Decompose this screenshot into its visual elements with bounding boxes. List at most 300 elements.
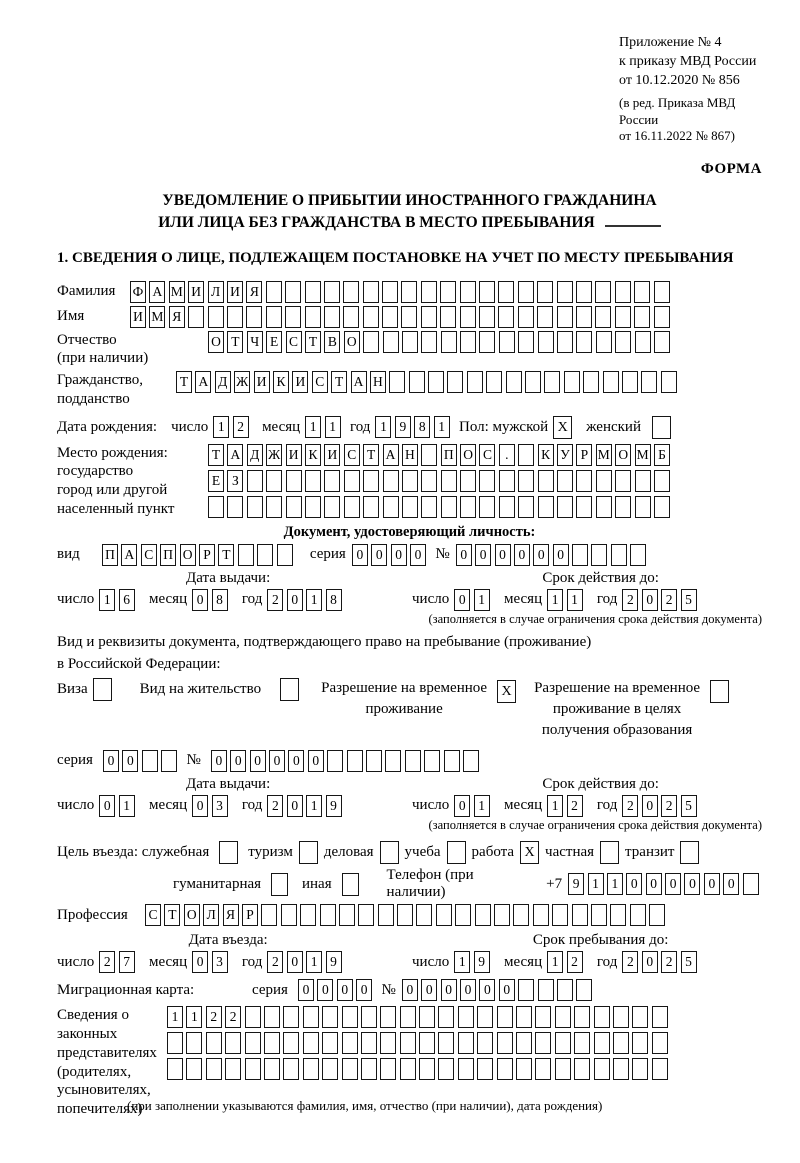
char-cell[interactable]	[743, 873, 759, 895]
char-cell[interactable]	[603, 371, 619, 393]
char-cell[interactable]	[397, 904, 413, 926]
char-cell[interactable]	[324, 496, 340, 518]
char-cell[interactable]	[188, 306, 204, 328]
char-cell[interactable]: 3	[212, 951, 228, 973]
char-cell[interactable]: .	[499, 444, 515, 466]
char-cell[interactable]	[460, 306, 476, 328]
char-cell[interactable]	[458, 1058, 474, 1080]
char-cell[interactable]: Т	[208, 444, 224, 466]
char-cell[interactable]	[574, 1058, 590, 1080]
char-cell[interactable]	[497, 1032, 513, 1054]
char-cell[interactable]	[405, 750, 421, 772]
char-cell[interactable]	[257, 544, 273, 566]
char-cell[interactable]: Н	[402, 444, 418, 466]
char-cell[interactable]	[518, 979, 534, 1001]
char-cell[interactable]	[595, 306, 611, 328]
char-cell[interactable]: 1	[567, 589, 583, 611]
char-cell[interactable]: 2	[622, 589, 638, 611]
char-cell[interactable]	[421, 444, 437, 466]
char-cell[interactable]: А	[149, 281, 165, 303]
char-cell[interactable]: 9	[326, 951, 342, 973]
char-cell[interactable]: Ж	[266, 444, 282, 466]
char-cell[interactable]	[281, 904, 297, 926]
char-cell[interactable]	[245, 1006, 261, 1028]
char-cell[interactable]	[225, 1032, 241, 1054]
temp-residence-checkbox[interactable]: X	[497, 680, 516, 703]
char-cell[interactable]: П	[441, 444, 457, 466]
char-cell[interactable]: И	[130, 306, 146, 328]
char-cell[interactable]	[438, 1058, 454, 1080]
char-cell[interactable]	[208, 496, 224, 518]
char-cell[interactable]	[538, 331, 554, 353]
char-cell[interactable]: 0	[665, 873, 681, 895]
char-cell[interactable]	[652, 1006, 668, 1028]
char-cell[interactable]: И	[324, 444, 340, 466]
char-cell[interactable]: Т	[164, 904, 180, 926]
char-cell[interactable]: О	[180, 544, 196, 566]
char-cell[interactable]	[363, 470, 379, 492]
char-cell[interactable]	[402, 331, 418, 353]
char-cell[interactable]	[518, 306, 534, 328]
char-cell[interactable]	[303, 1032, 319, 1054]
char-cell[interactable]: 1	[306, 951, 322, 973]
char-cell[interactable]: 1	[454, 951, 470, 973]
visa-checkbox[interactable]	[93, 678, 112, 701]
char-cell[interactable]: 2	[661, 951, 677, 973]
char-cell[interactable]	[630, 904, 646, 926]
char-cell[interactable]: 2	[233, 416, 249, 438]
char-cell[interactable]	[363, 331, 379, 353]
char-cell[interactable]: 0	[288, 750, 304, 772]
char-cell[interactable]	[305, 496, 321, 518]
char-cell[interactable]	[238, 544, 254, 566]
char-cell[interactable]	[494, 904, 510, 926]
char-cell[interactable]	[344, 496, 360, 518]
char-cell[interactable]	[400, 1032, 416, 1054]
char-cell[interactable]	[266, 306, 282, 328]
char-cell[interactable]	[342, 1006, 358, 1028]
char-cell[interactable]	[460, 331, 476, 353]
char-cell[interactable]: К	[538, 444, 554, 466]
char-cell[interactable]	[378, 904, 394, 926]
char-cell[interactable]: Я	[169, 306, 185, 328]
char-cell[interactable]	[322, 1032, 338, 1054]
char-cell[interactable]	[421, 470, 437, 492]
char-cell[interactable]	[613, 1032, 629, 1054]
char-cell[interactable]	[594, 1058, 610, 1080]
char-cell[interactable]	[261, 904, 277, 926]
char-cell[interactable]	[486, 371, 502, 393]
char-cell[interactable]	[479, 281, 495, 303]
char-cell[interactable]	[186, 1032, 202, 1054]
char-cell[interactable]: 0	[287, 589, 303, 611]
char-cell[interactable]: 7	[119, 951, 135, 973]
char-cell[interactable]: П	[102, 544, 118, 566]
char-cell[interactable]	[438, 1032, 454, 1054]
char-cell[interactable]	[632, 1032, 648, 1054]
char-cell[interactable]: Л	[203, 904, 219, 926]
char-cell[interactable]	[513, 904, 529, 926]
char-cell[interactable]	[322, 1058, 338, 1080]
char-cell[interactable]	[380, 1058, 396, 1080]
char-cell[interactable]	[594, 1006, 610, 1028]
char-cell[interactable]	[227, 306, 243, 328]
char-cell[interactable]	[363, 306, 379, 328]
char-cell[interactable]: Ч	[247, 331, 263, 353]
char-cell[interactable]	[622, 371, 638, 393]
char-cell[interactable]: Ф	[130, 281, 146, 303]
char-cell[interactable]: 0	[514, 544, 530, 566]
char-cell[interactable]	[324, 281, 340, 303]
char-cell[interactable]	[400, 1058, 416, 1080]
char-cell[interactable]: 0	[684, 873, 700, 895]
char-cell[interactable]: 0	[192, 795, 208, 817]
char-cell[interactable]	[361, 1006, 377, 1028]
temp-residence-edu-checkbox[interactable]	[710, 680, 729, 703]
char-cell[interactable]	[167, 1058, 183, 1080]
char-cell[interactable]	[479, 496, 495, 518]
char-cell[interactable]	[477, 1032, 493, 1054]
char-cell[interactable]: 2	[267, 795, 283, 817]
sex-male-checkbox[interactable]: X	[553, 416, 572, 439]
char-cell[interactable]: 1	[167, 1006, 183, 1028]
char-cell[interactable]	[654, 496, 670, 518]
char-cell[interactable]	[327, 750, 343, 772]
char-cell[interactable]	[574, 1032, 590, 1054]
char-cell[interactable]: 9	[395, 416, 411, 438]
char-cell[interactable]: 2	[567, 795, 583, 817]
char-cell[interactable]: 1	[186, 1006, 202, 1028]
char-cell[interactable]	[342, 1032, 358, 1054]
char-cell[interactable]	[557, 331, 573, 353]
char-cell[interactable]: 0	[456, 544, 472, 566]
char-cell[interactable]: 0	[441, 979, 457, 1001]
char-cell[interactable]: 2	[267, 589, 283, 611]
char-cell[interactable]	[498, 306, 514, 328]
char-cell[interactable]	[635, 496, 651, 518]
char-cell[interactable]: 1	[306, 795, 322, 817]
char-cell[interactable]	[538, 496, 554, 518]
char-cell[interactable]: Т	[305, 331, 321, 353]
char-cell[interactable]	[475, 904, 491, 926]
char-cell[interactable]	[555, 1032, 571, 1054]
char-cell[interactable]: 0	[250, 750, 266, 772]
char-cell[interactable]: М	[149, 306, 165, 328]
char-cell[interactable]	[557, 496, 573, 518]
char-cell[interactable]	[613, 1006, 629, 1028]
char-cell[interactable]	[477, 1058, 493, 1080]
char-cell[interactable]	[305, 306, 321, 328]
char-cell[interactable]: 0	[704, 873, 720, 895]
char-cell[interactable]	[615, 496, 631, 518]
char-cell[interactable]	[385, 750, 401, 772]
char-cell[interactable]	[499, 496, 515, 518]
char-cell[interactable]	[421, 306, 437, 328]
char-cell[interactable]	[438, 1006, 454, 1028]
char-cell[interactable]: 0	[642, 589, 658, 611]
char-cell[interactable]	[506, 371, 522, 393]
char-cell[interactable]	[518, 496, 534, 518]
char-cell[interactable]	[247, 470, 263, 492]
char-cell[interactable]	[535, 1032, 551, 1054]
char-cell[interactable]: 0	[122, 750, 138, 772]
purpose-work-checkbox[interactable]: X	[520, 841, 539, 864]
char-cell[interactable]	[497, 1058, 513, 1080]
purpose-business-checkbox[interactable]	[380, 841, 399, 864]
char-cell[interactable]: 2	[622, 951, 638, 973]
char-cell[interactable]: С	[479, 444, 495, 466]
char-cell[interactable]: 0	[402, 979, 418, 1001]
char-cell[interactable]	[320, 904, 336, 926]
char-cell[interactable]	[424, 750, 440, 772]
purpose-transit-checkbox[interactable]	[680, 841, 699, 864]
char-cell[interactable]: 1	[474, 589, 490, 611]
char-cell[interactable]	[458, 1006, 474, 1028]
char-cell[interactable]: С	[344, 444, 360, 466]
char-cell[interactable]	[401, 281, 417, 303]
char-cell[interactable]	[654, 470, 670, 492]
char-cell[interactable]	[576, 306, 592, 328]
char-cell[interactable]	[380, 1032, 396, 1054]
char-cell[interactable]: 0	[337, 979, 353, 1001]
char-cell[interactable]	[518, 444, 534, 466]
char-cell[interactable]: С	[141, 544, 157, 566]
char-cell[interactable]: 2	[99, 951, 115, 973]
char-cell[interactable]: 8	[414, 416, 430, 438]
char-cell[interactable]: 0	[211, 750, 227, 772]
char-cell[interactable]: 1	[375, 416, 391, 438]
char-cell[interactable]: И	[286, 444, 302, 466]
purpose-other-checkbox[interactable]	[342, 873, 359, 896]
char-cell[interactable]: 1	[213, 416, 229, 438]
char-cell[interactable]	[479, 470, 495, 492]
char-cell[interactable]	[342, 1058, 358, 1080]
char-cell[interactable]	[499, 470, 515, 492]
char-cell[interactable]: 0	[533, 544, 549, 566]
char-cell[interactable]: О	[460, 444, 476, 466]
char-cell[interactable]	[596, 496, 612, 518]
char-cell[interactable]	[661, 371, 677, 393]
char-cell[interactable]	[467, 371, 483, 393]
char-cell[interactable]	[366, 750, 382, 772]
char-cell[interactable]	[516, 1058, 532, 1080]
char-cell[interactable]	[440, 281, 456, 303]
char-cell[interactable]	[264, 1032, 280, 1054]
purpose-tourism-checkbox[interactable]	[299, 841, 318, 864]
char-cell[interactable]: И	[292, 371, 308, 393]
char-cell[interactable]	[537, 306, 553, 328]
char-cell[interactable]	[564, 371, 580, 393]
char-cell[interactable]: 1	[119, 795, 135, 817]
char-cell[interactable]: О	[184, 904, 200, 926]
char-cell[interactable]	[630, 544, 646, 566]
char-cell[interactable]	[245, 1032, 261, 1054]
char-cell[interactable]: О	[344, 331, 360, 353]
char-cell[interactable]: 0	[642, 951, 658, 973]
char-cell[interactable]: 5	[681, 795, 697, 817]
char-cell[interactable]	[632, 1058, 648, 1080]
char-cell[interactable]: 0	[352, 544, 368, 566]
char-cell[interactable]	[525, 371, 541, 393]
char-cell[interactable]	[596, 331, 612, 353]
char-cell[interactable]	[635, 470, 651, 492]
char-cell[interactable]	[283, 1006, 299, 1028]
char-cell[interactable]: 6	[119, 589, 135, 611]
char-cell[interactable]	[380, 1006, 396, 1028]
char-cell[interactable]	[641, 371, 657, 393]
char-cell[interactable]	[634, 281, 650, 303]
char-cell[interactable]: А	[121, 544, 137, 566]
char-cell[interactable]	[555, 1058, 571, 1080]
char-cell[interactable]	[654, 306, 670, 328]
char-cell[interactable]	[576, 496, 592, 518]
char-cell[interactable]	[533, 904, 549, 926]
char-cell[interactable]	[361, 1032, 377, 1054]
char-cell[interactable]	[652, 1032, 668, 1054]
char-cell[interactable]	[361, 1058, 377, 1080]
char-cell[interactable]	[498, 281, 514, 303]
char-cell[interactable]: С	[145, 904, 161, 926]
char-cell[interactable]: Н	[370, 371, 386, 393]
char-cell[interactable]	[516, 1006, 532, 1028]
char-cell[interactable]	[286, 496, 302, 518]
char-cell[interactable]	[615, 281, 631, 303]
char-cell[interactable]: 0	[499, 979, 515, 1001]
char-cell[interactable]	[611, 544, 627, 566]
char-cell[interactable]: 9	[568, 873, 584, 895]
char-cell[interactable]: 0	[479, 979, 495, 1001]
char-cell[interactable]: С	[286, 331, 302, 353]
char-cell[interactable]: 0	[308, 750, 324, 772]
char-cell[interactable]	[264, 1006, 280, 1028]
char-cell[interactable]	[402, 496, 418, 518]
char-cell[interactable]	[557, 281, 573, 303]
char-cell[interactable]	[382, 281, 398, 303]
char-cell[interactable]	[652, 1058, 668, 1080]
char-cell[interactable]: 0	[646, 873, 662, 895]
char-cell[interactable]	[537, 281, 553, 303]
char-cell[interactable]: Т	[227, 331, 243, 353]
char-cell[interactable]: Б	[654, 444, 670, 466]
char-cell[interactable]: 2	[661, 795, 677, 817]
char-cell[interactable]: 0	[103, 750, 119, 772]
char-cell[interactable]	[441, 331, 457, 353]
char-cell[interactable]: Р	[576, 444, 592, 466]
char-cell[interactable]	[576, 331, 592, 353]
sex-female-checkbox[interactable]	[652, 416, 671, 439]
char-cell[interactable]	[441, 470, 457, 492]
char-cell[interactable]	[322, 1006, 338, 1028]
char-cell[interactable]: 1	[305, 416, 321, 438]
char-cell[interactable]	[283, 1058, 299, 1080]
char-cell[interactable]: Я	[223, 904, 239, 926]
char-cell[interactable]	[421, 281, 437, 303]
char-cell[interactable]: 2	[225, 1006, 241, 1028]
char-cell[interactable]	[552, 904, 568, 926]
char-cell[interactable]	[402, 470, 418, 492]
char-cell[interactable]: 0	[356, 979, 372, 1001]
char-cell[interactable]: К	[305, 444, 321, 466]
char-cell[interactable]: А	[351, 371, 367, 393]
char-cell[interactable]: 2	[622, 795, 638, 817]
char-cell[interactable]	[305, 281, 321, 303]
char-cell[interactable]	[419, 1058, 435, 1080]
char-cell[interactable]	[574, 1006, 590, 1028]
char-cell[interactable]: 0	[287, 951, 303, 973]
char-cell[interactable]: З	[227, 470, 243, 492]
char-cell[interactable]	[518, 331, 534, 353]
char-cell[interactable]: М	[635, 444, 651, 466]
char-cell[interactable]	[444, 750, 460, 772]
char-cell[interactable]	[460, 470, 476, 492]
char-cell[interactable]: 2	[661, 589, 677, 611]
char-cell[interactable]: 0	[298, 979, 314, 1001]
purpose-private-checkbox[interactable]	[600, 841, 619, 864]
char-cell[interactable]: 1	[547, 795, 563, 817]
char-cell[interactable]	[538, 979, 554, 1001]
char-cell[interactable]: 0	[495, 544, 511, 566]
char-cell[interactable]	[555, 1006, 571, 1028]
char-cell[interactable]	[324, 470, 340, 492]
char-cell[interactable]	[576, 470, 592, 492]
char-cell[interactable]: 1	[474, 795, 490, 817]
char-cell[interactable]: 0	[626, 873, 642, 895]
char-cell[interactable]: 0	[192, 589, 208, 611]
char-cell[interactable]: 1	[607, 873, 623, 895]
char-cell[interactable]: Т	[176, 371, 192, 393]
char-cell[interactable]	[227, 496, 243, 518]
char-cell[interactable]: 1	[325, 416, 341, 438]
char-cell[interactable]	[455, 904, 471, 926]
char-cell[interactable]	[596, 470, 612, 492]
char-cell[interactable]: 0	[460, 979, 476, 1001]
char-cell[interactable]	[363, 281, 379, 303]
char-cell[interactable]	[225, 1058, 241, 1080]
char-cell[interactable]	[654, 281, 670, 303]
char-cell[interactable]	[463, 750, 479, 772]
char-cell[interactable]	[142, 750, 158, 772]
char-cell[interactable]	[363, 496, 379, 518]
char-cell[interactable]: 0	[287, 795, 303, 817]
residence-permit-checkbox[interactable]	[280, 678, 299, 701]
char-cell[interactable]: И	[254, 371, 270, 393]
char-cell[interactable]	[343, 281, 359, 303]
char-cell[interactable]: Е	[208, 470, 224, 492]
char-cell[interactable]	[245, 1058, 261, 1080]
char-cell[interactable]: 0	[553, 544, 569, 566]
char-cell[interactable]	[339, 904, 355, 926]
char-cell[interactable]: 0	[269, 750, 285, 772]
char-cell[interactable]: 0	[317, 979, 333, 1001]
char-cell[interactable]	[419, 1006, 435, 1028]
char-cell[interactable]: М	[169, 281, 185, 303]
char-cell[interactable]	[421, 496, 437, 518]
char-cell[interactable]: Т	[218, 544, 234, 566]
char-cell[interactable]	[610, 904, 626, 926]
char-cell[interactable]	[499, 331, 515, 353]
char-cell[interactable]: М	[596, 444, 612, 466]
char-cell[interactable]	[479, 306, 495, 328]
char-cell[interactable]	[266, 281, 282, 303]
char-cell[interactable]	[416, 904, 432, 926]
char-cell[interactable]	[654, 331, 670, 353]
char-cell[interactable]	[285, 306, 301, 328]
char-cell[interactable]	[615, 331, 631, 353]
char-cell[interactable]	[300, 904, 316, 926]
char-cell[interactable]	[632, 1006, 648, 1028]
char-cell[interactable]: П	[160, 544, 176, 566]
char-cell[interactable]: И	[227, 281, 243, 303]
